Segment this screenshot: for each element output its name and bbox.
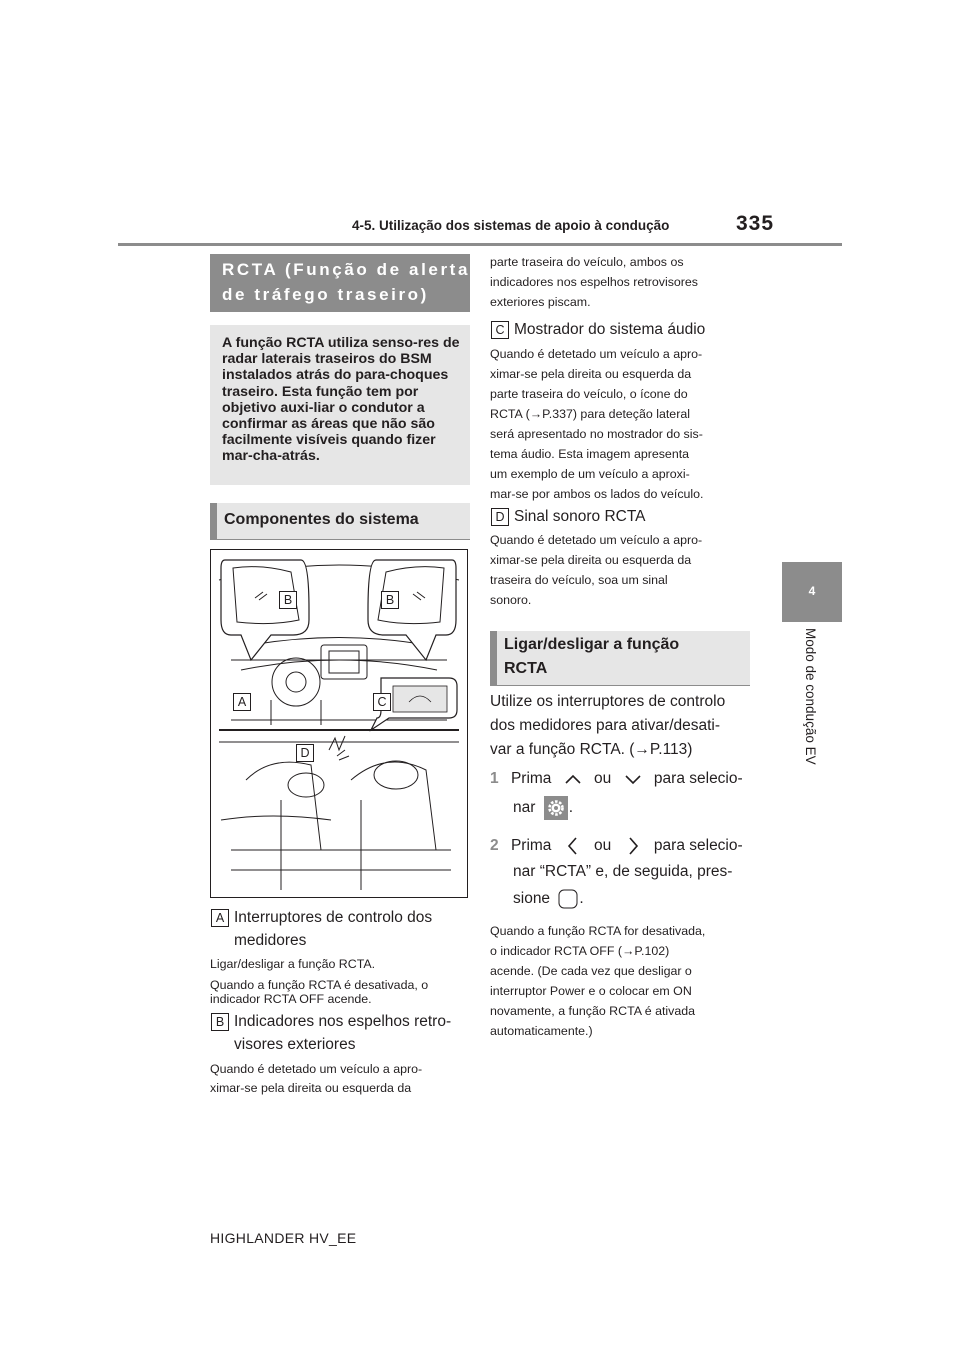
toggle-note-line3: acende. (De cada vez que desligar o bbox=[490, 964, 692, 978]
toggle-note-line5: novamente, a função RCTA é ativada bbox=[490, 1004, 696, 1018]
step-1-text-c: para selecio- bbox=[653, 770, 743, 787]
components-heading bbox=[210, 503, 470, 540]
item-c-note-line7: um exemplo de um veículo a aproxi- bbox=[490, 467, 690, 481]
toggle-intro-line2: dos medidores para ativar/desati- bbox=[490, 717, 721, 734]
chevron-down-icon bbox=[622, 772, 644, 786]
callout-b-right: B bbox=[381, 591, 399, 609]
item-c-title: Mostrador do sistema áudio bbox=[514, 321, 706, 338]
item-a-title-line1: Interruptores de controlo dos bbox=[234, 909, 433, 926]
item-a-note2-line1: Quando a função RCTA é desativada, o bbox=[210, 978, 429, 992]
item-a-note2-line2: indicador RCTA OFF acende. bbox=[210, 992, 372, 1006]
item-c-note-line6: tema áudio. Esta imagem apresenta bbox=[490, 447, 690, 461]
label-c: C bbox=[491, 321, 509, 339]
toggle-intro-line3: var a função RCTA. (→P.113) bbox=[490, 741, 693, 758]
step-2-line2: nar “RCTA” e, de seguida, pres- bbox=[513, 863, 733, 880]
toggle-note-line2: o indicador RCTA OFF (→P.102) bbox=[490, 944, 670, 958]
chapter-number: 4 bbox=[808, 584, 816, 598]
callout-b-left: B bbox=[279, 591, 297, 609]
ok-button-icon bbox=[558, 889, 578, 909]
item-b-note-line1: Quando é detetado um veículo a apro- bbox=[210, 1062, 423, 1076]
item-b-note-line2: ximar-se pela direita ou esquerda da bbox=[210, 1081, 412, 1095]
item-a-title-line2: medidores bbox=[234, 932, 307, 949]
step-2-text-d: sione bbox=[513, 890, 551, 907]
footer-model: HIGHLANDER HV_EE bbox=[210, 1230, 357, 1246]
item-b-note-line4: indicadores nos espelhos retrovisores bbox=[490, 275, 698, 289]
settings-gear-icon bbox=[544, 796, 568, 820]
system-components-figure bbox=[210, 549, 468, 898]
label-a: A bbox=[211, 909, 229, 927]
step-2-text-e: . bbox=[579, 890, 584, 907]
rcta-heading-line2: de tráfego traseiro) bbox=[222, 285, 429, 304]
step-1-text-b: ou bbox=[594, 770, 612, 787]
section-title: 4-5. Utilização dos sistemas de apoio à condução bbox=[352, 218, 670, 233]
toggle-note-line1: Quando a função RCTA for desativada, bbox=[490, 924, 706, 938]
toggle-intro-line1: Utilize os interruptores de controlo bbox=[490, 693, 726, 710]
header-rule bbox=[118, 243, 842, 246]
step-2-line1 bbox=[490, 834, 743, 858]
step-2-line3 bbox=[513, 887, 584, 911]
step-1-line2 bbox=[513, 796, 573, 820]
item-d-note-line4: sonoro. bbox=[490, 593, 532, 607]
chevron-right-icon bbox=[624, 835, 642, 857]
intro-text: A função RCTA utiliza senso-res de radar laterais traseiros do BSM instalados atrás do para-choques traseiro. Esta função tem por objetivo auxi-liar o condutor a confirmar as áreas que não são facilmente visíveis quando fizer mar-cha-atrás. bbox=[222, 335, 460, 465]
step-2-text-b: ou bbox=[594, 837, 612, 854]
warning-sound-icon bbox=[329, 736, 349, 760]
rcta-heading bbox=[210, 254, 470, 312]
step-1-text-d: nar bbox=[513, 799, 536, 817]
item-b-note-line5: exteriores piscam. bbox=[490, 295, 591, 309]
item-d-note-line3: traseira do veículo, soa um sinal bbox=[490, 573, 668, 587]
step-1-text-a: Prima bbox=[510, 770, 552, 787]
label-b: B bbox=[211, 1013, 229, 1031]
heading-bar bbox=[490, 631, 497, 685]
callout-d: D bbox=[296, 744, 314, 762]
item-b-title-line1: Indicadores nos espelhos retro- bbox=[234, 1013, 452, 1030]
item-c-note-line3: parte traseira do veículo, o ícone do bbox=[490, 387, 688, 401]
step-1-text-e: . bbox=[568, 799, 574, 817]
toggle-note-line4: interruptor Power e o colocar em ON bbox=[490, 984, 692, 998]
toggle-heading-line2: RCTA bbox=[504, 660, 548, 677]
chevron-left-icon bbox=[564, 835, 582, 857]
label-d: D bbox=[491, 508, 509, 526]
intro-box bbox=[210, 325, 470, 485]
step-2-number: 2 bbox=[490, 837, 499, 854]
rcta-heading-line1: RCTA (Função de alerta bbox=[222, 260, 471, 279]
item-d-note-line2: ximar-se pela direita ou esquerda da bbox=[490, 553, 692, 567]
callout-c: C bbox=[373, 693, 391, 711]
item-c-note-line1: Quando é detetado um veículo a apro- bbox=[490, 347, 703, 361]
step-2-text-c: para selecio- bbox=[653, 837, 743, 854]
car-interior-illustration bbox=[211, 550, 466, 896]
item-c-note-line2: ximar-se pela direita ou esquerda da bbox=[490, 367, 692, 381]
item-d-title: Sinal sonoro RCTA bbox=[514, 508, 646, 525]
item-b-title-line2: visores exteriores bbox=[234, 1036, 356, 1053]
item-c-note-line5: será apresentado no mostrador do sis- bbox=[490, 427, 703, 441]
toggle-note-line6: automaticamente.) bbox=[490, 1024, 593, 1038]
components-heading-text: Componentes do sistema bbox=[224, 511, 419, 528]
item-b-note-line3: parte traseira do veículo, ambos os bbox=[490, 255, 684, 269]
callout-a: A bbox=[233, 693, 251, 711]
chevron-up-icon bbox=[562, 772, 584, 786]
toggle-heading bbox=[490, 631, 750, 686]
chapter-title-vertical bbox=[760, 628, 860, 788]
page-number: 335 bbox=[736, 212, 775, 235]
item-a-note1: Ligar/desligar a função RCTA. bbox=[210, 957, 376, 971]
item-c-note-line4: RCTA (→P.337) para deteção lateral bbox=[490, 407, 690, 421]
heading-bar bbox=[210, 503, 217, 539]
step-2-text-a: Prima bbox=[510, 837, 552, 854]
toggle-heading-line1: Ligar/desligar a função bbox=[504, 636, 680, 653]
chapter-title: Modo de condução EV bbox=[803, 628, 818, 765]
item-c-note-line8: mar-se por ambos os lados do veículo. bbox=[490, 487, 704, 501]
item-d-note-line1: Quando é detetado um veículo a apro- bbox=[490, 533, 703, 547]
step-1-line1 bbox=[490, 767, 743, 791]
step-1-number: 1 bbox=[490, 770, 499, 787]
